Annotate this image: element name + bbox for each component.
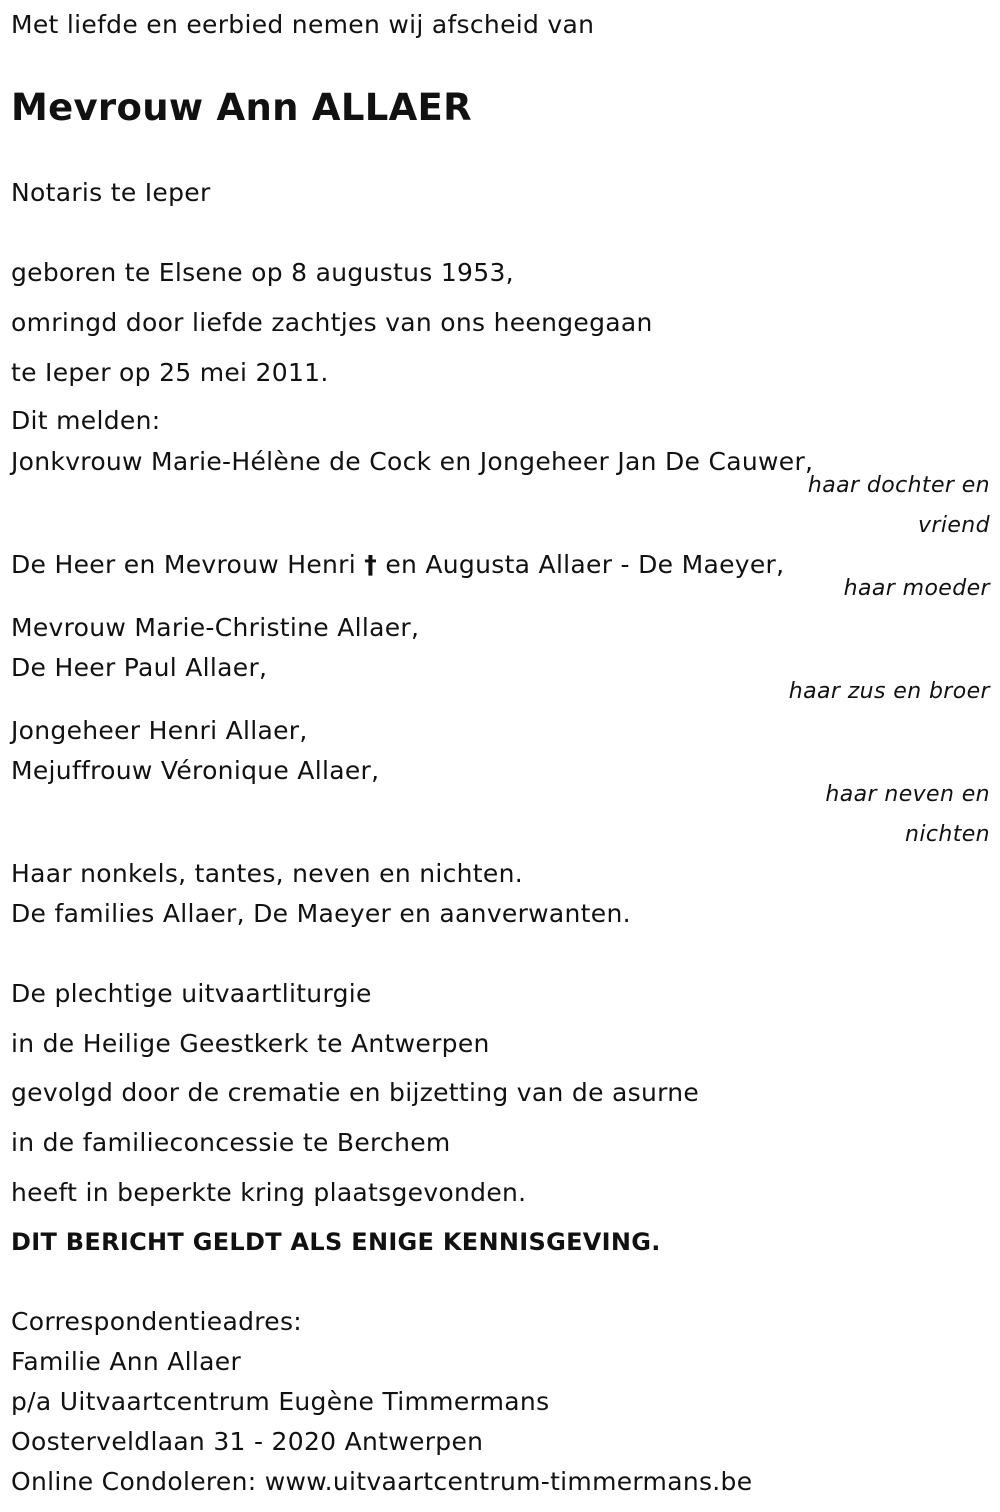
relation-siblings: haar zus en broer: [788, 679, 990, 704]
family-others-1: Haar nonkels, tantes, neven en nichten.: [11, 859, 523, 888]
family-others-2: De families Allaer, De Maeyer en aanverwanten.: [11, 899, 631, 928]
correspondence-line-2: p/a Uitvaartcentrum Eugène Timmermans: [11, 1387, 550, 1416]
ceremony-line-4: in de familieconcessie te Berchem: [11, 1128, 451, 1157]
family-brother: De Heer Paul Allaer,: [11, 653, 268, 682]
deceased-name: Mevrouw Ann ALLAER: [11, 86, 472, 129]
birth-line: geboren te Elsene op 8 augustus 1953,: [11, 258, 514, 287]
correspondence-line-3: Oosterveldlaan 31 - 2020 Antwerpen: [11, 1427, 484, 1456]
family-niece: Mejuffrouw Véronique Allaer,: [11, 756, 380, 785]
passing-line: omringd door liefde zachtjes van ons heengegaan: [11, 308, 653, 337]
announce-label: Dit melden:: [11, 406, 161, 435]
mother-name-a: De Heer en Mevrouw Henri: [11, 550, 356, 579]
ceremony-line-2: in de Heilige Geestkerk te Antwerpen: [11, 1029, 490, 1058]
death-line: te Ieper op 25 mei 2011.: [11, 358, 329, 387]
relation-nephews-1: haar neven en: [825, 782, 990, 807]
relation-nephews-2: nichten: [905, 822, 990, 847]
relation-daughter-1: haar dochter en: [807, 473, 990, 498]
family-daughter: Jonkvrouw Marie-Hélène de Cock en Jongeheer Jan De Cauwer,: [11, 447, 814, 476]
correspondence-line-1: Familie Ann Allaer: [11, 1347, 242, 1376]
correspondence-label: Correspondentieadres:: [11, 1307, 303, 1336]
ceremony-line-1: De plechtige uitvaartliturgie: [11, 979, 372, 1008]
family-mother: [11, 550, 784, 580]
family-nephew: Jongeheer Henri Allaer,: [11, 716, 308, 745]
correspondence-line-4: Online Condoleren: www.uitvaartcentrum-timmermans.be: [11, 1467, 753, 1496]
relation-mother: haar moeder: [843, 576, 990, 601]
profession: Notaris te Ieper: [11, 178, 211, 207]
ceremony-line-3: gevolgd door de crematie en bijzetting van de asurne: [11, 1078, 700, 1107]
family-sister: Mevrouw Marie-Christine Allaer,: [11, 613, 420, 642]
relation-daughter-2: vriend: [917, 513, 990, 538]
dagger-icon: †: [364, 550, 378, 579]
notice-text: DIT BERICHT GELDT ALS ENIGE KENNISGEVING.: [11, 1228, 661, 1256]
ceremony-line-5: heeft in beperkte kring plaatsgevonden.: [11, 1178, 527, 1207]
mother-name-b: en Augusta Allaer - De Maeyer,: [385, 550, 785, 579]
intro-text: Met liefde en eerbied nemen wij afscheid van: [11, 10, 595, 39]
